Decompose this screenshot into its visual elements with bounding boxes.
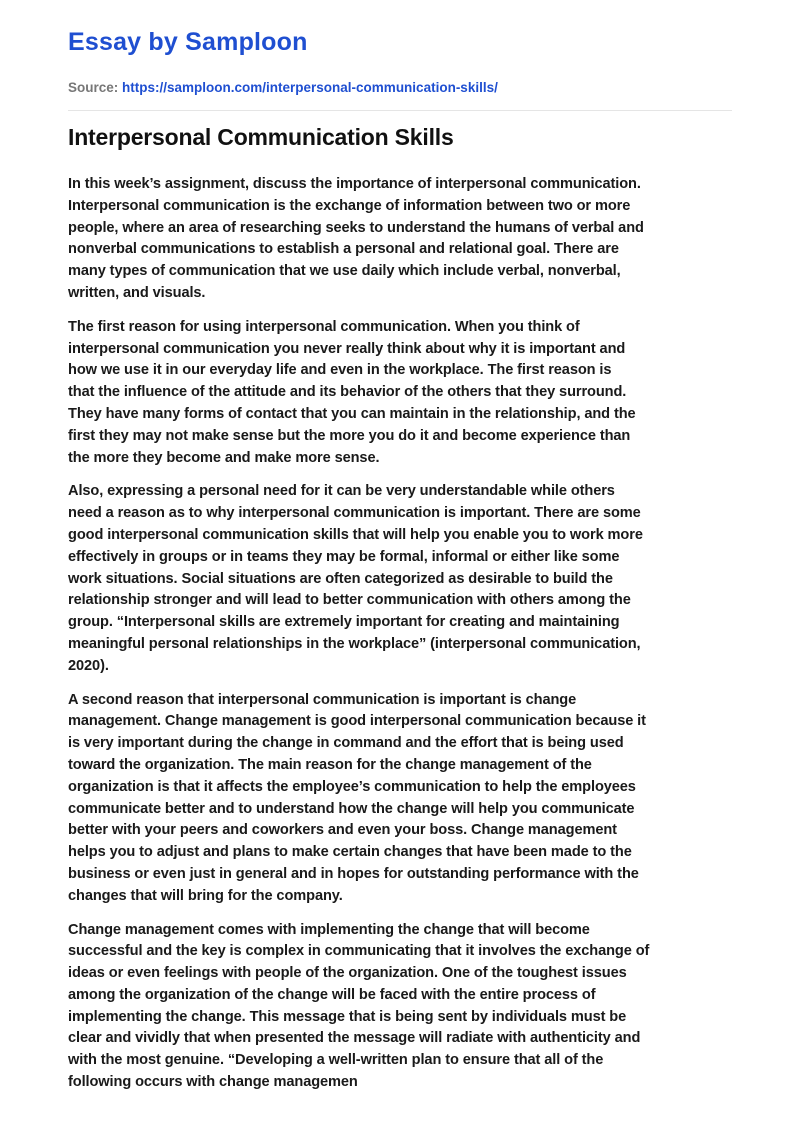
paragraph-line: successful and the key is complex in communicating that it involves the exchange of (68, 943, 650, 960)
paragraph-line: how we use it in our everyday life and even in the workplace. The first reason is (68, 362, 612, 379)
essay-paragraph (68, 317, 748, 470)
paragraph-line: that the influence of the attitude and its behavior of the others that they surround. (68, 384, 627, 401)
paragraph-line: relationship stronger and will lead to better communication with others among the (68, 592, 631, 609)
paragraph-line: written, and visuals. (68, 284, 206, 301)
essay-paragraph (68, 920, 748, 1094)
paragraph-line: helps you to adjust and plans to make certain changes that have been made to the (68, 844, 632, 861)
paragraph-line: In this week’s assignment, discuss the importance of interpersonal communication. (68, 176, 641, 192)
paragraph-line: clear and vividly that when presented the message will radiate with authenticity and (68, 1030, 641, 1047)
paragraph-line: among the organization of the change will be faced with the entire process of (68, 986, 596, 1003)
paragraph-line: communicate better and to understand how the change will help you communicate (68, 800, 635, 817)
paragraph-line: interpersonal communication you never really think about why it is important and (68, 340, 626, 357)
paragraph-line: Interpersonal communication is the exchange of information between two or more (68, 197, 631, 214)
paragraph-line: following occurs with change managemen (68, 1074, 358, 1091)
paragraph-line: organization is that it affects the employee’s communication to help the employees (68, 778, 636, 795)
paragraph-line: A second reason that interpersonal communication is important is change (68, 691, 577, 708)
paragraph-line: nonverbal communications to establish a personal and relational goal. There are (68, 241, 619, 258)
paragraph-line: toward the organization. The main reason for the change management of the (68, 756, 592, 773)
paragraph-line: good interpersonal communication skills that will help you enable you to work more (68, 526, 643, 543)
paragraph-line: implementing the change. This message that is being sent by individuals must be (68, 1008, 627, 1025)
paragraph-line: ideas or even feelings with people of the organization. One of the toughest issues (68, 965, 627, 982)
paragraph-line: effectively in groups or in teams they may be formal, informal or either like some (68, 548, 620, 565)
essay-body (68, 174, 748, 1106)
paragraph-line: business or even just in general and in hopes for outstanding performance with the (68, 865, 639, 882)
essay-paragraph (68, 174, 748, 305)
paragraph-line: They have many forms of contact that you can maintain in the relationship, and the (68, 405, 636, 422)
paragraph-line: Also, expressing a personal need for it can be very understandable while others (68, 483, 615, 500)
paragraph-line: need a reason as to why interpersonal communication is important. There are some (68, 505, 641, 522)
page-title: Interpersonal Communication Skills (68, 124, 454, 150)
paragraph-line: first they may not make sense but the more you do it and become experience than (68, 427, 631, 444)
paragraph-line: work situations. Social situations are often categorized as desirable to build the (68, 570, 613, 587)
essay-paragraph (68, 690, 748, 908)
essay-paragraph (68, 481, 748, 677)
paragraph-line: group. “Interpersonal skills are extremely important for creating and maintaining (68, 614, 620, 631)
paragraph-line: with the most genuine. “Developing a well-written plan to ensure that all of the (68, 1052, 604, 1069)
divider (68, 110, 732, 111)
source-link[interactable]: https://samploon.com/interpersonal-communication-skills/ (122, 80, 498, 95)
paragraph-line: Change management comes with implementing the change that will become (68, 921, 590, 938)
brand-title: Essay by Samploon (68, 28, 308, 56)
paragraph-line: many types of communication that we use daily which include verbal, nonverbal, (68, 263, 621, 280)
paragraph-line: changes that will bring for the company. (68, 887, 343, 904)
paragraph-line: people, where an area of researching seeks to understand the humans of verbal and (68, 219, 644, 236)
paragraph-line: is very important during the change in command and the effort that is being used (68, 735, 624, 752)
paragraph-line: management. Change management is good interpersonal communication because it (68, 713, 646, 730)
source-line (68, 80, 498, 95)
paragraph-line: the more they become and make more sense. (68, 449, 380, 466)
source-label: Source: (68, 80, 119, 95)
paragraph-line: meaningful personal relationships in the workplace” (interpersonal communication, (68, 635, 641, 652)
paragraph-line: better with your peers and coworkers and even your boss. Change management (68, 822, 617, 839)
paragraph-line: 2020). (68, 657, 109, 674)
paragraph-line: The first reason for using interpersonal communication. When you think of (68, 318, 580, 335)
